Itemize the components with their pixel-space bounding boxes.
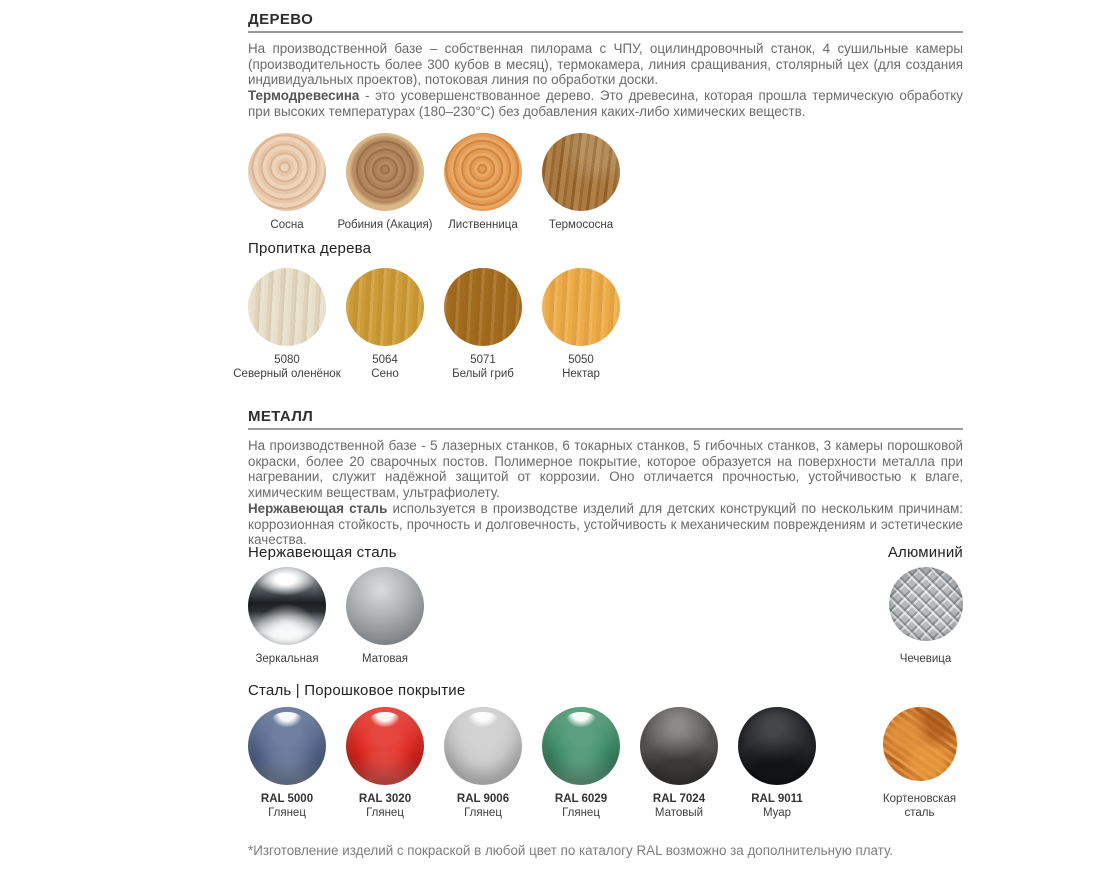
wood-species-thermopine (542, 133, 620, 231)
gloss-highlight (370, 712, 400, 728)
wood-species-pine (248, 133, 326, 231)
wood-species-larch (444, 133, 522, 231)
impregnation-row (233, 268, 620, 380)
impregnation-title: Пропитка дерева (248, 240, 372, 257)
powder-ral-7024 (640, 707, 718, 819)
powder-ral-9011-circle (738, 707, 816, 785)
aluminum-title: Алюминий (887, 544, 963, 561)
impregnation-5050 (542, 268, 620, 380)
powder-ral-3020 (346, 707, 424, 819)
stainless-row (248, 567, 424, 665)
impregnation-5071-circle (444, 268, 522, 346)
wood-paragraph-2-lead: Термодревесина (248, 88, 360, 104)
powder-ral-9006-circle (444, 707, 522, 785)
powder-ral-3020-circle (346, 707, 424, 785)
wood-species-larch-circle (444, 133, 522, 211)
powder-row (248, 707, 816, 819)
stainless-matte-steel-label: Матовая (362, 653, 408, 665)
powder-ral-7024-label: RAL 7024 Матовый (652, 793, 706, 819)
impregnation-5064-circle (346, 268, 424, 346)
stainless-matte-steel (346, 567, 424, 665)
powder-ral-9006-label: RAL 9006 Глянец (456, 793, 510, 819)
gloss-highlight (468, 712, 498, 728)
impregnation-5080 (233, 268, 341, 380)
powder-ral-5000-circle (248, 707, 326, 785)
wood-species-pine-circle (248, 133, 326, 211)
powder-title: Сталь | Порошковое покрытие (248, 682, 466, 699)
metal-section-divider (248, 428, 963, 430)
impregnation-5080-circle (248, 268, 326, 346)
aluminum-diamond-plate-label: Чечевица (899, 653, 952, 665)
gloss-highlight (272, 712, 302, 728)
impregnation-5080-label: 5080 Северный оленёнок (233, 354, 341, 380)
wood-species-robinia-label: Робиния (Акация) (337, 219, 433, 231)
gloss-highlight (566, 712, 596, 728)
corten-steel (882, 707, 957, 819)
content-area (233, 0, 963, 879)
impregnation-5064-label: 5064 Сено (371, 354, 399, 380)
wood-section-title: ДЕРЕВО (248, 11, 314, 28)
wood-species-row (248, 133, 620, 231)
powder-ral-6029-circle (542, 707, 620, 785)
stainless-chrome-label: Зеркальная (255, 653, 319, 665)
wood-species-pine-label: Сосна (270, 219, 304, 231)
metal-description (248, 438, 963, 548)
impregnation-5050-label: 5050 Нектар (562, 354, 600, 380)
aluminum-diamond-plate-circle (889, 567, 963, 641)
impregnation-5050-circle (542, 268, 620, 346)
wood-species-thermopine-label: Термососна (548, 219, 614, 231)
wood-species-robinia-circle (346, 133, 424, 211)
stainless-chrome-circle (248, 567, 326, 645)
corten-steel-label: Кортеновская сталь (882, 793, 957, 819)
wood-species-larch-label: Лиственница (448, 219, 518, 231)
wood-description (248, 41, 963, 120)
wood-section-divider (248, 31, 963, 33)
footer-note: *Изготовление изделий с покраской в любой цвет по каталогу RAL возможно за дополнительную плату. (248, 843, 894, 858)
aluminum-diamond-plate (888, 567, 963, 665)
stainless-title: Нержавеющая сталь (248, 544, 397, 561)
powder-ral-5000-label: RAL 5000 Глянец (260, 793, 314, 819)
metal-paragraph-1: На производственной базе - 5 лазерных станков, 6 токарных станков, 5 гибочных станков, 3 камеры порошковой окраски, более 20 сварочных постов. Полимерное покрытие, которое образуется на поверхности металла при нагревании, служит надёжной защитой от коррозии. Оно отличается прочностью, устойчивостью к влаге, химическим веществам, ультрафиолету. (248, 438, 963, 501)
aluminum-swatch-slot (888, 567, 963, 665)
powder-ral-9011 (738, 707, 816, 819)
corten-steel-circle (883, 707, 957, 781)
wood-species-robinia (337, 133, 433, 231)
stainless-matte-steel-circle (346, 567, 424, 645)
powder-ral-5000 (248, 707, 326, 819)
wood-species-thermopine-circle (542, 133, 620, 211)
powder-ral-7024-circle (640, 707, 718, 785)
wood-paragraph-2-rest: - это усовершенствованное дерево. Это древесина, которая прошла термическую обработку при высоких температурах (180–230°С) без добавления каких-либо химических веществ. (248, 88, 963, 119)
wood-paragraph-2 (248, 88, 963, 119)
metal-paragraph-2-rest: используется в производстве изделий для детских конструкций по нескольким причинам: коррозионная стойкость, прочность и долговечность, устойчивость к механическим повреждениям и эстетические качества. (248, 500, 963, 548)
impregnation-5071 (444, 268, 522, 380)
powder-ral-6029 (542, 707, 620, 819)
wood-paragraph-1: На производственной базе – собственная пилорама с ЧПУ, оцилиндровочный станок, 4 сушильные камеры (производительность более 300 кубов в месяц), термокамера, линия сращивания, столярный цех (для создания индивидуальных проектов), потоковая линия по обработки доски. (248, 41, 963, 88)
stainless-chrome (248, 567, 326, 665)
impregnation-5071-label: 5071 Белый гриб (452, 354, 514, 380)
powder-ral-9011-label: RAL 9011 Муар (751, 793, 803, 819)
powder-ral-6029-label: RAL 6029 Глянец (554, 793, 608, 819)
metal-paragraph-2 (248, 501, 963, 548)
powder-ral-3020-label: RAL 3020 Глянец (358, 793, 412, 819)
metal-section-title: МЕТАЛЛ (248, 408, 314, 425)
powder-ral-9006 (444, 707, 522, 819)
impregnation-5064 (346, 268, 424, 380)
corten-swatch-slot (882, 707, 957, 819)
metal-paragraph-2-lead: Нержавеющая сталь (248, 500, 388, 516)
